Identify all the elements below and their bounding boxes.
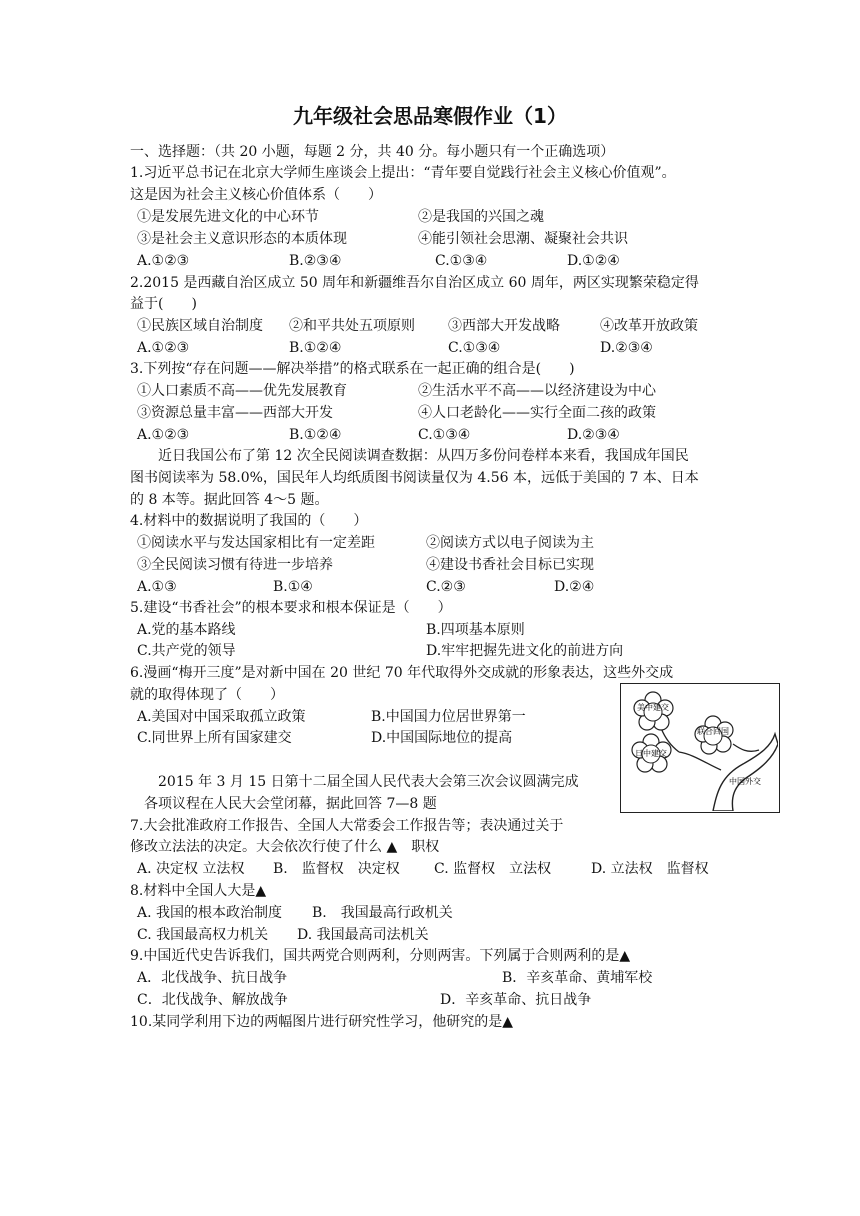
blossom-label: 联合回国	[697, 727, 729, 736]
q3-option: ④人口老龄化——实行全面二孩的政策	[418, 405, 656, 421]
q2-choice: B.①②④	[289, 340, 342, 356]
q2-option: ②和平共处五项原则	[289, 318, 415, 334]
q7-choice: D. 立法权 监督权	[591, 861, 709, 877]
q3-choice: D.②③④	[567, 427, 620, 443]
q3-choice: B.①②④	[289, 427, 342, 443]
q4-option: ③全民阅读习惯有待进一步培养	[137, 557, 333, 573]
q6-choice: B.中国国力位居世界第一	[371, 709, 526, 725]
q7-stem: 7.大会批准政府工作报告、全国人大常委会工作报告等；表决通过关于	[130, 818, 564, 834]
q9-choice: A．北伐战争、抗日战争	[137, 970, 288, 986]
q6-choice: C.同世界上所有国家建交	[137, 730, 292, 746]
q6-choice: D.中国国际地位的提高	[371, 730, 513, 746]
q5-choice: B.四项基本原则	[426, 622, 525, 638]
reading-material: 近日我国公布了第 12 次全民阅读调查数据：从四万多份问卷样本来看，我国成年国民	[158, 448, 689, 464]
q10-stem: 10.某同学利用下边的两幅图片进行研究性学习，他研究的是▲	[130, 1014, 514, 1030]
plum-blossom-cartoon	[620, 683, 780, 813]
q8-choice: C. 我国最高权力机关	[137, 927, 269, 943]
section-heading: 一、选择题：（共 20 小题，每题 2 分，共 40 分。每小题只有一个正确选项）	[130, 144, 615, 160]
q8-choice: D. 我国最高司法机关	[297, 927, 429, 943]
q2-choice: C.①③④	[448, 340, 501, 356]
q2-stem: 2.2015 是西藏自治区成立 50 周年和新疆维吾尔自治区成立 60 周年，两区实现繁荣稳定得	[130, 275, 699, 291]
q5-choice: D.牢牢把握先进文化的前进方向	[426, 643, 624, 659]
q1-stem: 这是因为社会主义核心价值体系（ ）	[130, 187, 382, 203]
q1-choice: B.②③④	[289, 253, 342, 269]
q7-choice: C. 监督权 立法权	[434, 861, 552, 877]
q7-stem: 修改立法法的决定。大会依次行使了什么 ▲ 职权	[130, 839, 440, 855]
q1-stem: 1.习近平总书记在北京大学师生座谈会上提出：“青年要自觉践行社会主义核心价值观”。	[130, 165, 676, 181]
cartoon-drawing	[621, 684, 778, 811]
npc-material: 2015 年 3 月 15 日第十二届全国人民代表大会第三次会议圆满完成	[158, 774, 579, 790]
q8-choice: B. 我国最高行政机关	[312, 905, 453, 921]
q4-choice: D.②④	[554, 579, 595, 595]
q6-stem: 就的取得体现了（ ）	[130, 687, 284, 703]
q9-choice: C．北伐战争、解放战争	[137, 992, 288, 1008]
q8-stem: 8.材料中全国人大是▲	[130, 883, 267, 899]
q3-choice: C.①③④	[418, 427, 471, 443]
blossom-label: 日中建交	[635, 749, 667, 758]
q8-choice: A. 我国的根本政治制度	[137, 905, 283, 921]
q6-choice: A.美国对中国采取孤立政策	[137, 709, 306, 725]
q6-stem: 6.漫画“梅开三度”是对新中国在 20 世纪 70 年代取得外交成就的形象表达，这些外交成	[130, 665, 674, 681]
q5-choice: A.党的基本路线	[137, 622, 236, 638]
q4-stem: 4.材料中的数据说明了我国的（ ）	[130, 513, 368, 529]
q9-stem: 9.中国近代史告诉我们，国共两党合则两利，分则两害。下列属于合则两利的是▲	[130, 948, 631, 964]
q4-choice: A.①③	[137, 579, 177, 595]
q3-option: ①人口素质不高——优先发展教育	[137, 383, 347, 399]
q2-option: ③西部大开发战略	[448, 318, 560, 334]
branch-label: 中国外交	[729, 777, 761, 786]
q1-option: ②是我国的兴国之魂	[418, 209, 544, 225]
q1-option: ④能引领社会思潮、凝聚社会共识	[418, 231, 628, 247]
q1-choice: D.①②④	[567, 253, 620, 269]
blossom-label: 美中建交	[637, 703, 669, 712]
q7-choice: B. 监督权 决定权	[273, 861, 400, 877]
reading-material: 图书阅读率为 58.0%，国民年人均纸质图书阅读量仅为 4.56 本，远低于美国的 7 本、日本	[130, 470, 699, 486]
q4-option: ①阅读水平与发达国家相比有一定差距	[137, 535, 375, 551]
q1-choice: C.①③④	[435, 253, 488, 269]
q2-option: ①民族区域自治制度	[137, 318, 263, 334]
q9-choice: B．辛亥革命、黄埔军校	[502, 970, 653, 986]
npc-material: 各项议程在人民大会堂闭幕，据此回答 7—8 题	[144, 796, 437, 812]
q3-choice: A.①②③	[137, 427, 190, 443]
reading-material: 的 8 本等。据此回答 4～5 题。	[130, 492, 329, 508]
q7-choice: A. 决定权 立法权	[137, 861, 245, 877]
page-title: 九年级社会思品寒假作业（1）	[293, 104, 567, 128]
q5-stem: 5.建设“书香社会”的根本要求和根本保证是（ ）	[130, 600, 452, 616]
q1-choice: A.①②③	[137, 253, 190, 269]
q3-option: ②生活水平不高——以经济建设为中心	[418, 383, 656, 399]
q1-option: ①是发展先进文化的中心环节	[137, 209, 319, 225]
q3-stem: 3.下列按“存在问题——解决举措”的格式联系在一起正确的组合是( )	[130, 361, 575, 377]
q4-choice: C.②③	[426, 579, 466, 595]
q3-option: ③资源总量丰富——西部大开发	[137, 405, 333, 421]
q1-option: ③是社会主义意识形态的本质体现	[137, 231, 347, 247]
q2-option: ④改革开放政策	[600, 318, 698, 334]
q4-option: ②阅读方式以电子阅读为主	[426, 535, 594, 551]
q2-choice: D.②③④	[600, 340, 653, 356]
q2-stem: 益于( )	[130, 296, 197, 312]
q4-option: ④建设书香社会目标已实现	[426, 557, 594, 573]
q5-choice: C.共产党的领导	[137, 643, 236, 659]
q9-choice: D．辛亥革命、抗日战争	[440, 992, 592, 1008]
q4-choice: B.①④	[273, 579, 313, 595]
q2-choice: A.①②③	[137, 340, 190, 356]
